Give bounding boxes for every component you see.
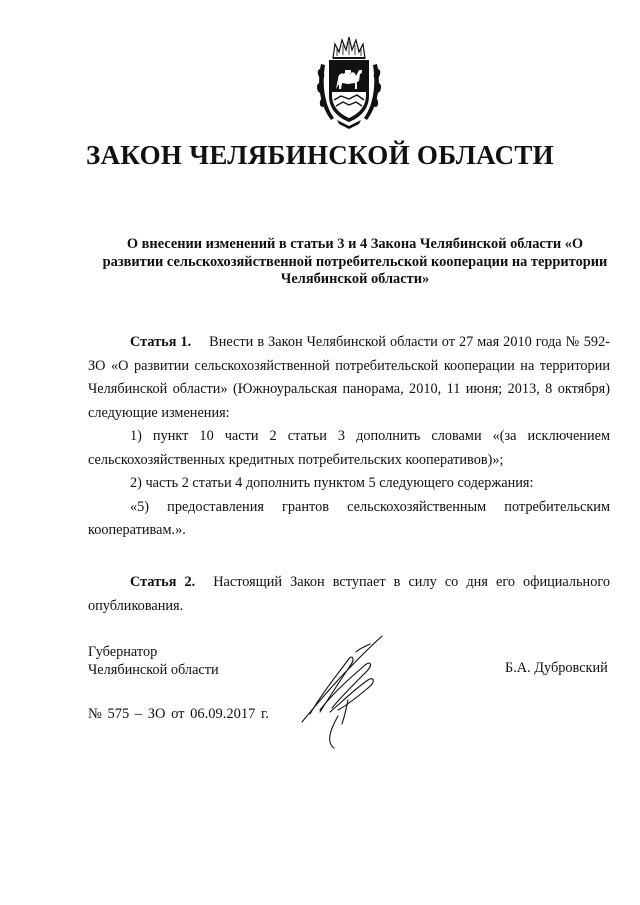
article-2 [88, 571, 610, 618]
law-title: ЗАКОН ЧЕЛЯБИНСКОЙ ОБЛАСТИ [86, 140, 554, 170]
coat-of-arms-icon [315, 34, 383, 130]
article-1-item-1: 1) пункт 10 части 2 статьи 3 дополнить словами «(за исключением сельскохозяйственных кредитных потребительских кооперативов)»; [88, 428, 610, 468]
article-1 [88, 331, 610, 543]
article-1-intro-text: Внести в Закон Челябинской области от 27 мая 2010 года № 592-ЗО «О развитии сельскохозяйственной потребительской кооперации на территории Челябинской области» (Южноуральская панорама, 2010, 11 июня; 2013, 8 октября) следующие изменения: [88, 334, 610, 421]
article-2-text-block [88, 571, 610, 618]
law-subject-heading: О внесении изменений в статьи 3 и 4 Закона Челябинской области «О развитии сельскохозяйственной потребительской кооперации на территории Челябинской области» [102, 236, 608, 287]
handwritten-signature-icon [290, 630, 400, 750]
governor-position-line-1: Губернатор [88, 644, 158, 660]
governor-position [88, 643, 219, 679]
article-1-label: Статья 1. [130, 334, 192, 350]
article-2-label: Статья 2. [130, 574, 196, 590]
article-1-quoted-item: «5) предоставления грантов сельскохозяйственным потребительским кооперативам.». [88, 498, 610, 538]
signer-name: Б.А. Дубровский [505, 660, 608, 676]
article-1-intro [88, 331, 610, 425]
article-1-item-2: 2) часть 2 статьи 4 дополнить пунктом 5 следующего содержания: [130, 475, 534, 491]
law-number-and-date: № 575 – ЗО от 06.09.2017 г. [88, 706, 269, 722]
article-2-text: Настоящий Закон вступает в силу со дня его официального опубликования. [88, 574, 610, 614]
governor-position-line-2: Челябинской области [88, 662, 219, 678]
